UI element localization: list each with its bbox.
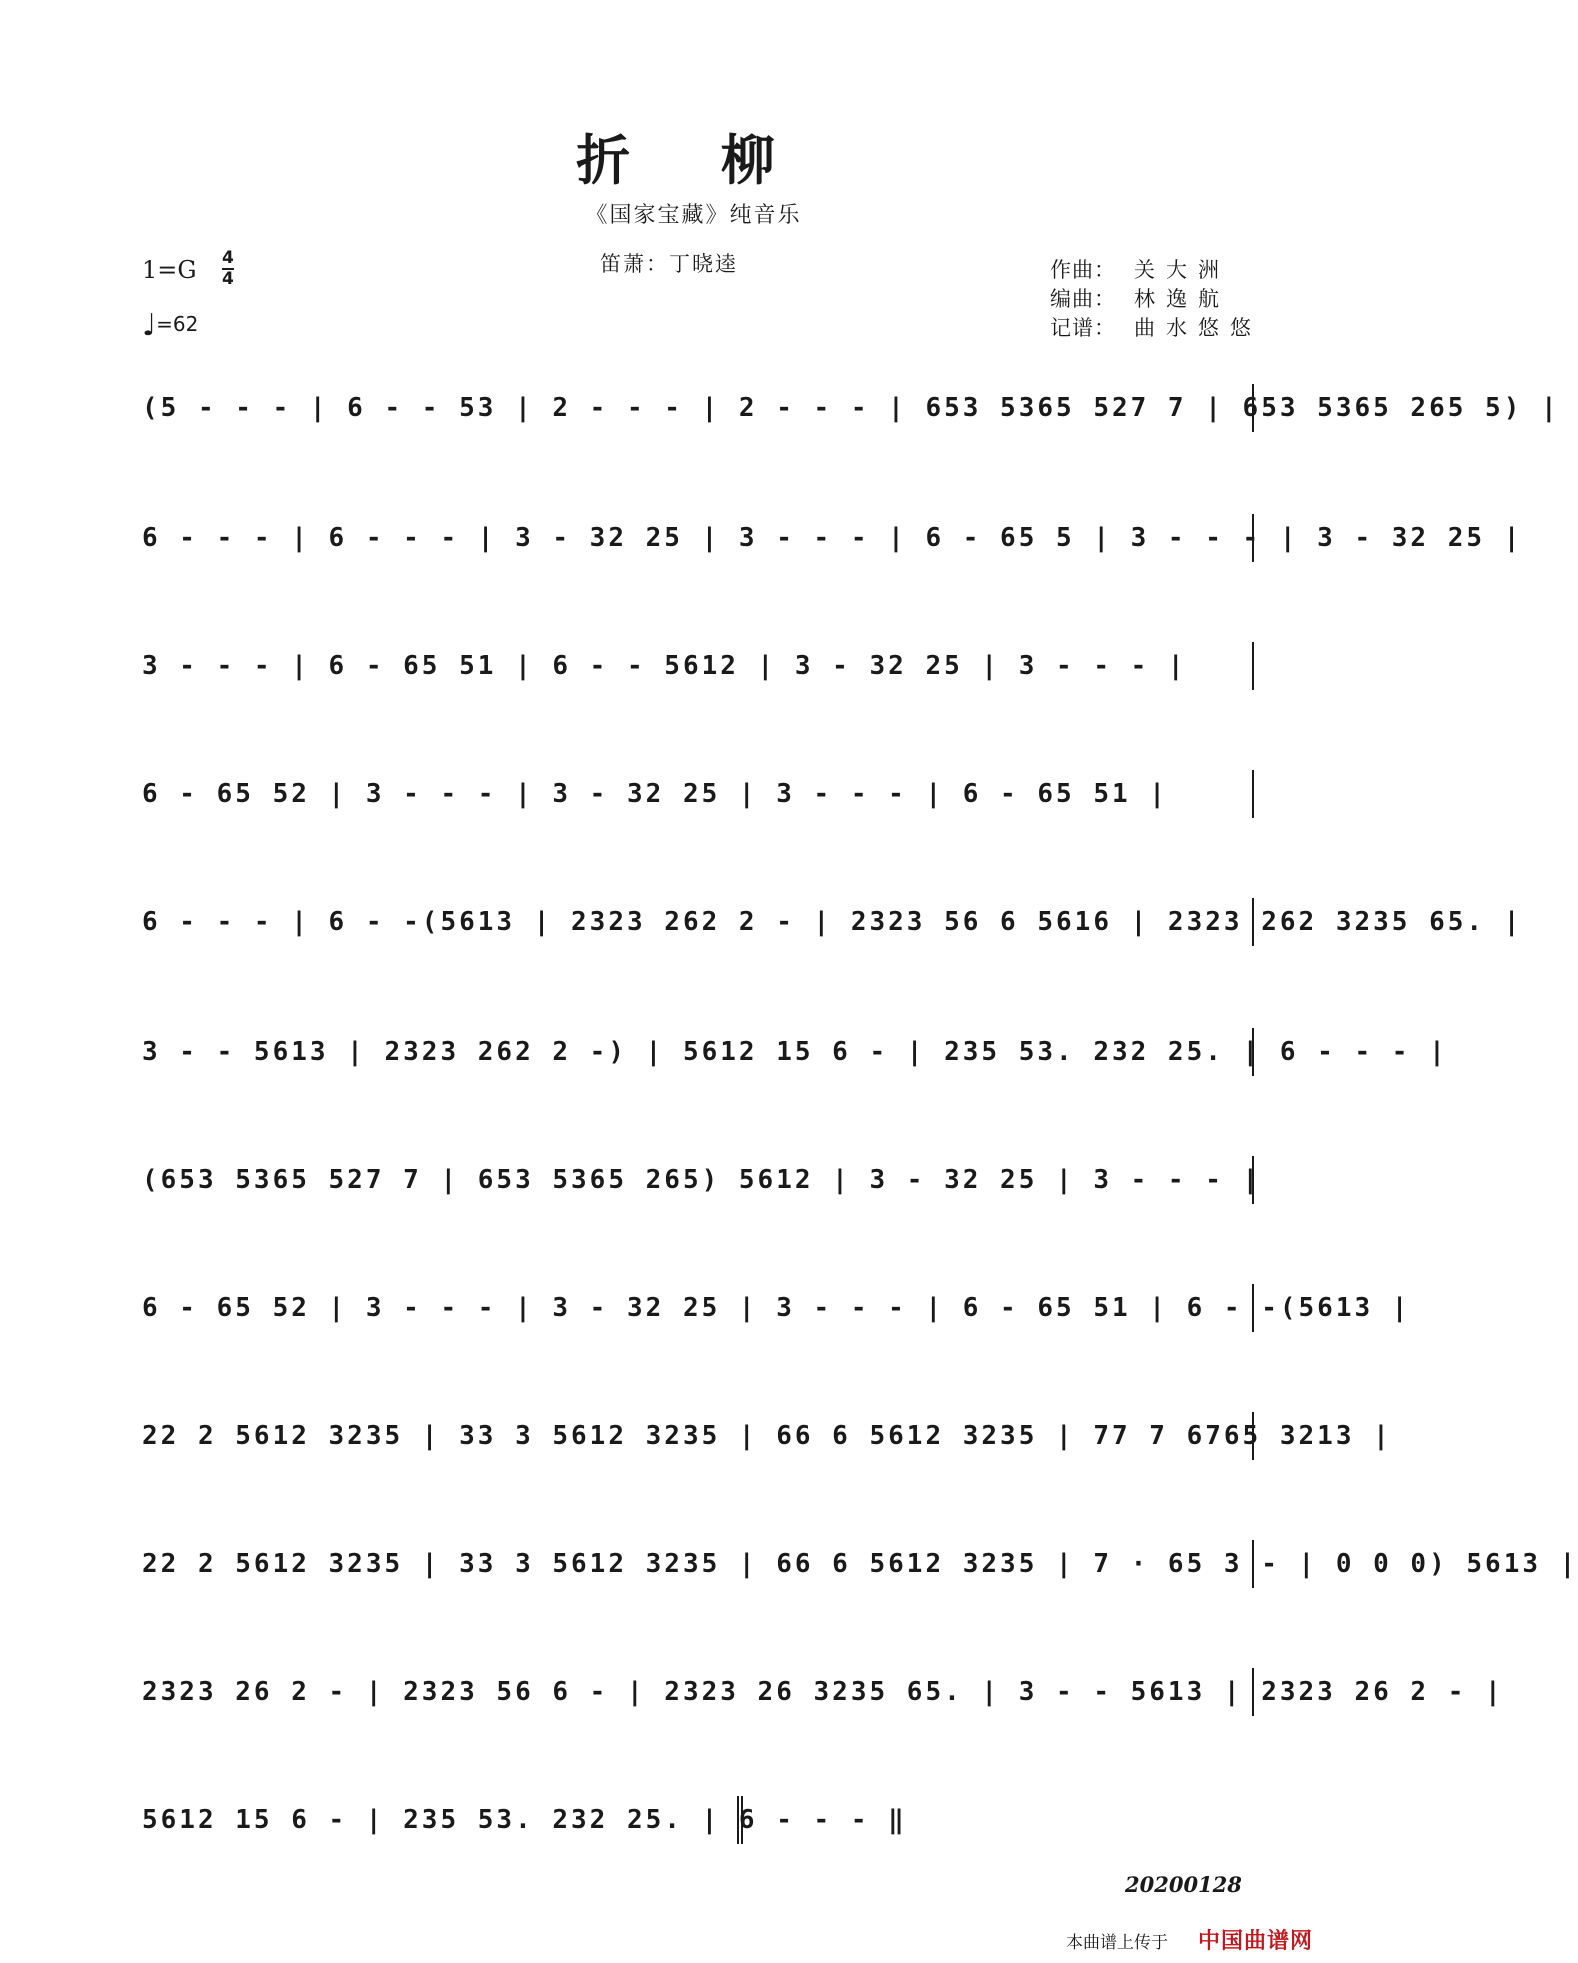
- transcription-date: 20200128: [1125, 1872, 1242, 1897]
- staff-line-1: (5 - - - | 6 - - 53 | 2 - - - | 2 - - - | 653 5365 527 7 | 653 5365 265 5) |: [142, 384, 1254, 432]
- credit-arranger: 编曲： 林逸航: [1050, 287, 1230, 311]
- staff-line-5: 6 - - - | 6 - -(5613 | 2323 262 2 - | 2323 56 6 5616 | 2323 262 3235 65. |: [142, 898, 1254, 946]
- staff-line-12: 5612 15 6 - | 235 53. 232 25. | 6 - - - ‖: [142, 1796, 743, 1844]
- credit-composer: 作曲： 关大洲: [1050, 258, 1230, 282]
- time-signature: [222, 250, 234, 288]
- staff-line-2: 6 - - - | 6 - - - | 3 - 32 25 | 3 - - - | 6 - 65 5 | 3 - - - | 3 - 32 25 |: [142, 514, 1254, 562]
- staff-line-9: 22 2 5612 3235 | 33 3 5612 3235 | 66 6 5612 3235 | 77 7 6765 3213 |: [142, 1412, 1254, 1460]
- time-signature-bottom: 4: [222, 269, 234, 289]
- staff-line-7: (653 5365 527 7 | 653 5365 265) 5612 | 3 - 32 25 | 3 - - - |: [142, 1156, 1254, 1204]
- score-title: 折 柳: [576, 128, 811, 192]
- performer-credit: 笛萧：丁晓逵: [600, 252, 738, 276]
- upload-note: 本曲谱上传于: [1066, 1933, 1168, 1953]
- staff-line-6: 3 - - 5613 | 2323 262 2 -) | 5612 15 6 - | 235 53. 232 25. | 6 - - - |: [142, 1028, 1254, 1076]
- credits-block: [1050, 256, 1262, 343]
- credit-transcriber: 记谱： 曲水悠悠: [1050, 316, 1262, 340]
- site-logo[interactable]: 中国曲谱网: [1198, 1929, 1314, 1954]
- staff-line-11: 2323 26 2 - | 2323 56 6 - | 2323 26 3235 65. | 3 - - 5613 | 2323 26 2 - |: [142, 1668, 1254, 1716]
- staff-line-10: 22 2 5612 3235 | 33 3 5612 3235 | 66 6 5612 3235 | 7 · 65 3 - | 0 0 0) 5613 |: [142, 1540, 1254, 1588]
- score-subtitle: 《国家宝藏》纯音乐: [585, 203, 802, 228]
- staff-line-3: 3 - - - | 6 - 65 51 | 6 - - 5612 | 3 - 32 25 | 3 - - - |: [142, 642, 1254, 690]
- time-signature-top: 4: [222, 248, 234, 268]
- staff-line-8: 6 - 65 52 | 3 - - - | 3 - 32 25 | 3 - - - | 6 - 65 51 | 6 - -(5613 |: [142, 1284, 1254, 1332]
- tempo-marking: [142, 308, 198, 343]
- tempo-value: =62: [156, 312, 199, 336]
- quarter-note-icon: ♩: [142, 308, 157, 343]
- staff-line-4: 6 - 65 52 | 3 - - - | 3 - 32 25 | 3 - - - | 6 - 65 51 |: [142, 770, 1254, 818]
- key-signature: 1=G: [142, 256, 197, 284]
